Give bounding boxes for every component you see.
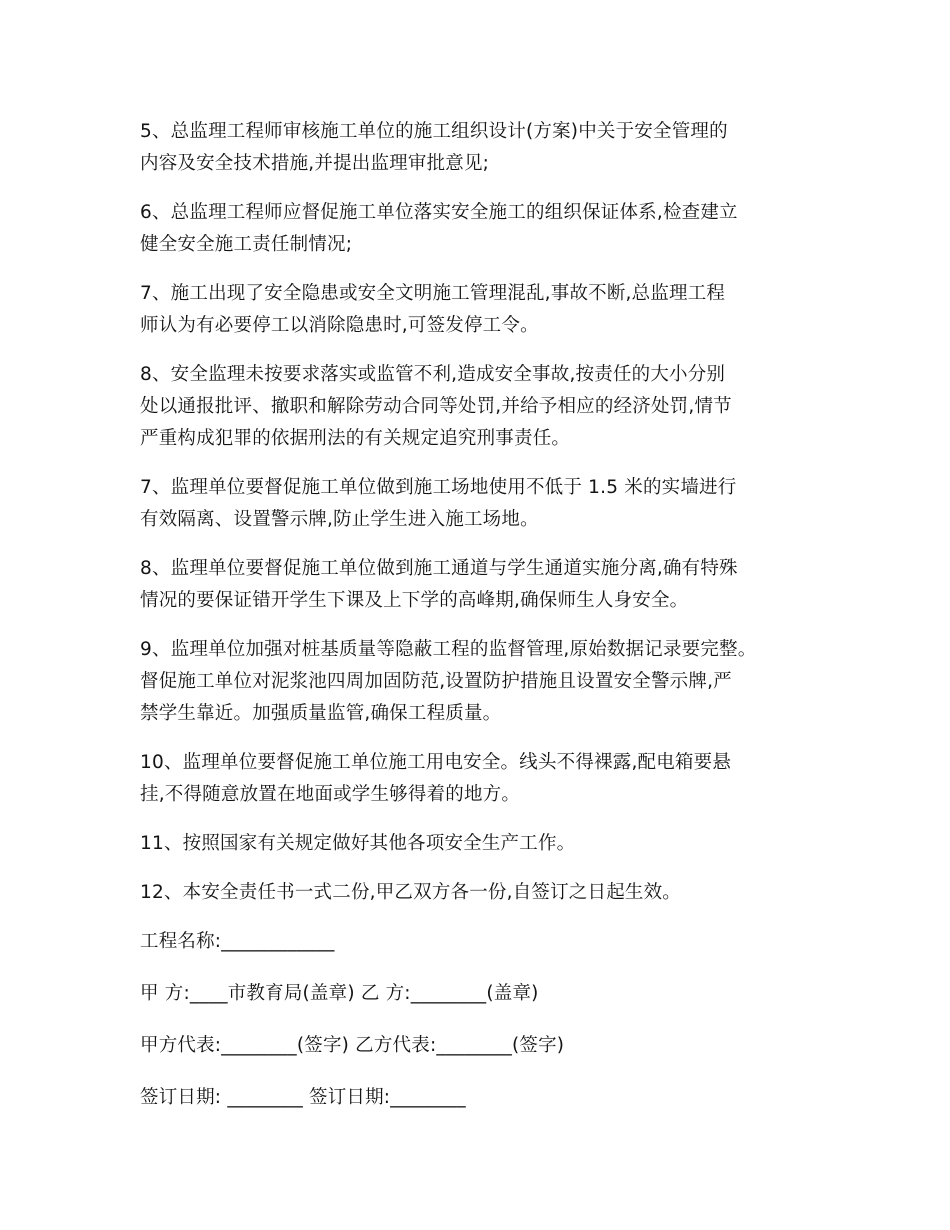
clause-line: 11、按照国家有关规定做好其他各项安全生产工作。 [140, 833, 576, 854]
clause-12 [140, 877, 820, 909]
signing-date-field: 签订日期: ________ 签订日期:________ [140, 1087, 466, 1108]
clause-line: 有效隔离、设置警示牌,防止学生进入施工场地。 [140, 509, 539, 530]
clause-7 [140, 278, 820, 342]
clause-line: 7、监理单位要督促施工单位做到施工场地使用不低于 1.5 米的实墙进行 [140, 477, 737, 498]
clause-6 [140, 197, 820, 261]
clause-line: 9、监理单位加强对桩基质量等隐蔽工程的监督管理,原始数据记录要完整。 [140, 639, 757, 660]
clause-5 [140, 116, 820, 180]
clause-line: 督促施工单位对泥浆池四周加固防范,设置防护措施且设置安全警示牌,严 [140, 671, 732, 692]
clause-line: 5、总监理工程师审核施工单位的施工组织设计(方案)中关于安全管理的 [140, 121, 728, 142]
clause-11 [140, 828, 820, 860]
clause-7-supervision [140, 472, 820, 536]
clause-line: 严重构成犯罪的依据刑法的有关规定追究刑事责任。 [140, 428, 571, 449]
clause-line: 内容及安全技术措施,并提出监理审批意见; [140, 153, 490, 174]
document-page [140, 116, 820, 1134]
clause-line: 6、总监理工程师应督促施工单位落实安全施工的组织保证体系,检查建立 [140, 202, 738, 223]
clause-line: 健全安全施工责任制情况; [140, 234, 353, 255]
clause-line: 处以通报批评、撤职和解除劳动合同等处罚,并给予相应的经济处罚,情节 [140, 396, 732, 417]
clause-line: 禁学生靠近。加强质量监管,确保工程质量。 [140, 703, 502, 724]
clause-line: 7、施工出现了安全隐患或安全文明施工管理混乱,事故不断,总监理工程 [140, 283, 726, 304]
clause-line: 10、监理单位要督促施工单位施工用电安全。线头不得裸露,配电箱要悬 [140, 752, 732, 773]
clause-line: 8、安全监理未按要求落实或监管不利,造成安全事故,按责任的大小分别 [140, 364, 726, 385]
clause-line: 情况的要保证错开学生下课及上下学的高峰期,确保师生人身安全。 [140, 590, 689, 611]
clause-line: 12、本安全责任书一式二份,甲乙双方各一份,自签订之日起生效。 [140, 882, 682, 903]
parties-field: 甲 方:____市教育局(盖章) 乙 方:________(盖章) [140, 983, 539, 1004]
clause-line: 8、监理单位要督促施工单位做到施工通道与学生通道实施分离,确有特殊 [140, 558, 738, 579]
representatives-field: 甲方代表:________(签字) 乙方代表:________(签字) [140, 1035, 565, 1056]
clause-8-supervision [140, 553, 820, 617]
project-name-field: 工程名称:____________ [140, 931, 335, 952]
clause-8 [140, 359, 820, 455]
clause-line: 挂,不得随意放置在地面或学生够得着的地方。 [140, 784, 521, 805]
clause-line: 师认为有必要停工以消除隐患时,可签发停工令。 [140, 315, 539, 336]
clause-10 [140, 747, 820, 811]
clause-9 [140, 634, 820, 730]
